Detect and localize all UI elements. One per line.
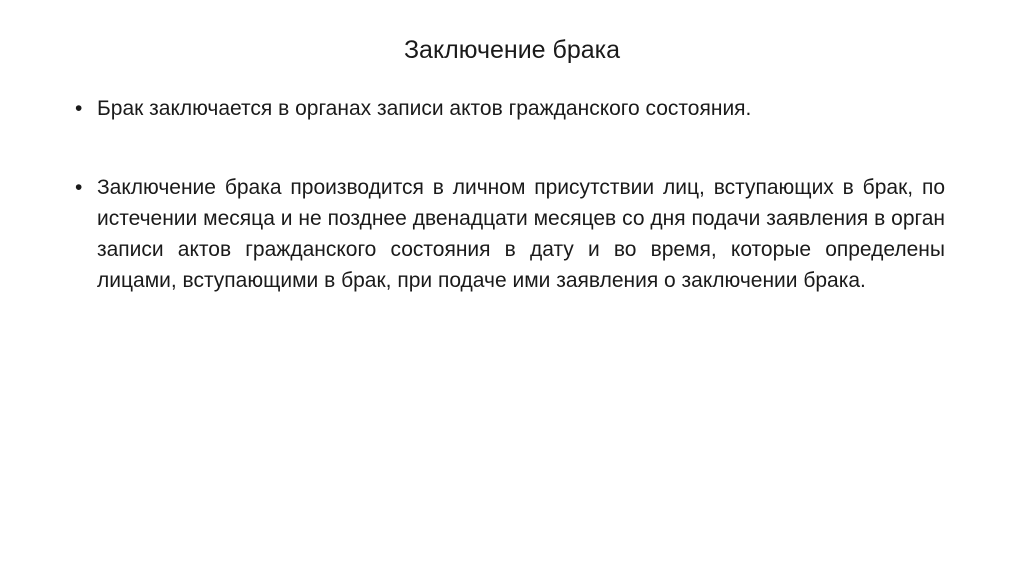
bullet-list: [75, 93, 945, 296]
bullet-item-2: [75, 172, 945, 296]
bullet-text-2: Заключение брака производится в личном присутствии лиц, вступающих в брак, по истечении месяца и не позднее двенадцати месяцев со дня подачи заявления в орган записи актов гражданского состояния в дату и во время, которые определены лицами, вступающими в брак, при подаче ими заявления о заключении брака.: [97, 176, 945, 292]
bullet-icon: •: [75, 97, 83, 120]
bullet-text-1: Брак заключается в органах записи актов гражданского состояния.: [97, 97, 752, 120]
bullet-item-1: [75, 93, 945, 124]
slide-title: Заключение брака: [403, 36, 621, 64]
bullet-icon: •: [75, 176, 83, 199]
